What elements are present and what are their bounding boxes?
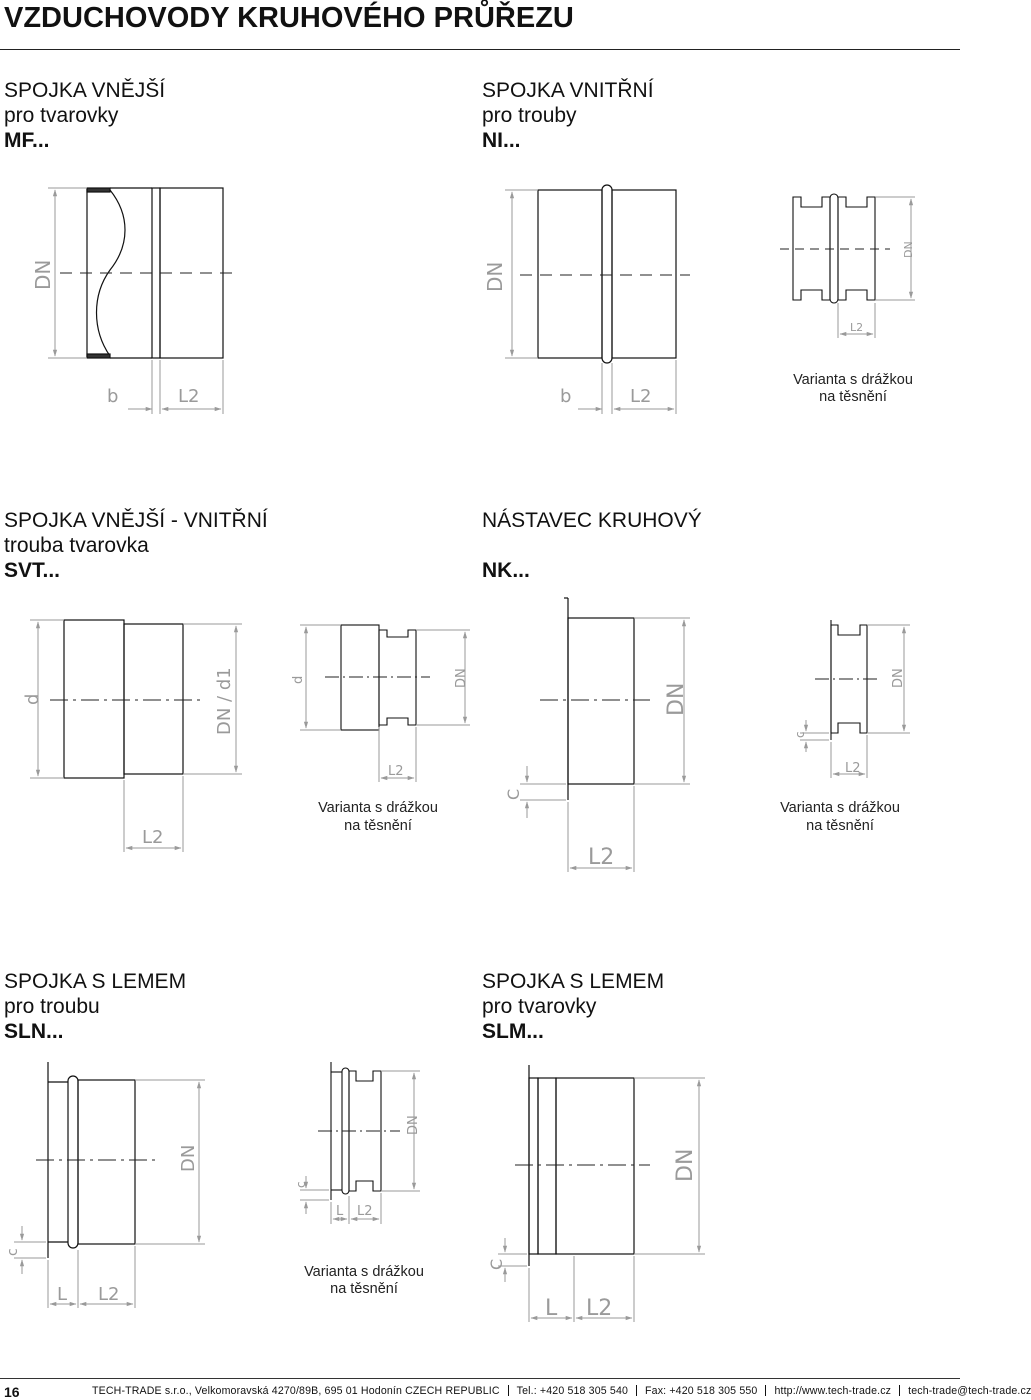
sln-l-label: L bbox=[57, 1284, 68, 1305]
footer-separator bbox=[899, 1385, 900, 1396]
section-nk-name: NÁSTAVEC KRUHOVÝ bbox=[482, 509, 702, 532]
nk-variant-l2-label: L2 bbox=[845, 761, 861, 776]
footer-fax: Fax: +420 518 305 550 bbox=[645, 1385, 758, 1397]
section-slm-name: SPOJKA S LEMEM bbox=[482, 970, 665, 993]
footer-separator bbox=[508, 1385, 509, 1396]
section-mf-sub: pro tvarovky bbox=[4, 104, 119, 127]
sln-variant-dn-label: DN bbox=[406, 1115, 421, 1135]
section-svt-name: SPOJKA VNĚJŠÍ - VNITŘNÍ bbox=[4, 509, 268, 532]
sln-variant-l2-label: L2 bbox=[357, 1204, 373, 1219]
nk-variant-note-2: na těsnění bbox=[806, 818, 874, 834]
footer-web-link[interactable]: http://www.tech-trade.cz bbox=[774, 1385, 892, 1397]
sln-variant-c-label: c bbox=[294, 1181, 308, 1188]
ni-variant-note-1: Varianta s drážkou bbox=[793, 372, 913, 388]
section-nk-code: NK... bbox=[482, 559, 530, 582]
footer-email-link[interactable]: tech-trade@tech-trade.cz bbox=[908, 1385, 1031, 1397]
drawing-sln bbox=[5, 1062, 205, 1308]
section-mf-code: MF... bbox=[4, 129, 50, 152]
svt-variant-note-1: Varianta s drážkou bbox=[318, 800, 438, 816]
slm-dn-label: DN bbox=[673, 1148, 698, 1182]
slm-l-label: L bbox=[545, 1296, 558, 1321]
page-number: 16 bbox=[4, 1384, 20, 1400]
drawing-nk bbox=[504, 598, 690, 872]
svt-variant-l2-label: L2 bbox=[388, 764, 404, 779]
section-slm-sub: pro tvarovky bbox=[482, 995, 597, 1018]
sln-variant-note-2: na těsnění bbox=[330, 1281, 398, 1297]
svt-variant-d-label: d bbox=[291, 675, 306, 684]
ni-variant-l2-label: L2 bbox=[850, 321, 864, 334]
footer-rule bbox=[0, 1378, 960, 1379]
svt-l2-label: L2 bbox=[142, 827, 164, 848]
drawing-svt bbox=[22, 620, 242, 852]
drawing-svt-variant bbox=[291, 625, 470, 834]
section-ni-sub: pro trouby bbox=[482, 104, 577, 127]
footer-company: TECH-TRADE s.r.o., Velkomoravská 4270/89B, 695 01 Hodonín CZECH REPUBLIC bbox=[92, 1385, 500, 1397]
sln-variant-note-1: Varianta s drážkou bbox=[304, 1264, 424, 1280]
drawing-ni-variant bbox=[780, 194, 915, 405]
footer-separator bbox=[765, 1385, 766, 1396]
footer-contacts bbox=[92, 1385, 1031, 1397]
drawing-nk-variant bbox=[780, 620, 910, 834]
footer-tel: Tel.: +420 518 305 540 bbox=[516, 1385, 629, 1397]
ni-variant-note-2: na těsnění bbox=[819, 389, 887, 405]
nk-c-label: C bbox=[504, 788, 523, 800]
drawing-ni bbox=[483, 185, 690, 414]
drawing-sln-variant bbox=[294, 1062, 424, 1297]
nk-l2-label: L2 bbox=[588, 845, 615, 870]
section-sln-name: SPOJKA S LEMEM bbox=[4, 970, 187, 993]
section-ni-name: SPOJKA VNITŘNÍ bbox=[482, 79, 654, 102]
svt-variant-note-2: na těsnění bbox=[344, 818, 412, 834]
mf-l2-label: L2 bbox=[178, 386, 200, 407]
mf-dn-label: DN bbox=[31, 259, 55, 290]
section-mf-name: SPOJKA VNĚJŠÍ bbox=[4, 79, 166, 102]
sln-c-label: c bbox=[5, 1248, 21, 1256]
nk-variant-dn-label: DN bbox=[891, 668, 906, 688]
ni-l2-label: L2 bbox=[630, 386, 652, 407]
drawing-slm bbox=[487, 1065, 705, 1322]
ni-variant-dn-label: DN bbox=[902, 241, 915, 258]
section-slm-code: SLM... bbox=[482, 1020, 544, 1043]
nk-variant-note-1: Varianta s drážkou bbox=[780, 800, 900, 816]
page-title: VZDUCHOVODY KRUHOVÉHO PRŮŘEZU bbox=[4, 2, 574, 34]
svt-variant-dn-label: DN bbox=[454, 668, 469, 688]
section-svt-sub: trouba tvarovka bbox=[4, 534, 149, 557]
svt-dn-d1-label: DN / d1 bbox=[214, 667, 235, 735]
drawing-mf bbox=[31, 188, 240, 414]
section-sln-sub: pro troubu bbox=[4, 995, 100, 1018]
svt-d-label: d bbox=[22, 693, 43, 705]
section-svt-code: SVT... bbox=[4, 559, 61, 582]
slm-c-label: C bbox=[487, 1258, 506, 1270]
sln-dn-label: DN bbox=[178, 1144, 199, 1172]
sln-variant-l-label: L bbox=[336, 1204, 344, 1219]
section-sln-code: SLN... bbox=[4, 1020, 64, 1043]
ni-b-label: b bbox=[560, 386, 572, 407]
nk-dn-label: DN bbox=[664, 682, 689, 716]
ni-dn-label: DN bbox=[483, 261, 507, 292]
slm-l2-label: L2 bbox=[586, 1296, 613, 1321]
sln-l2-label: L2 bbox=[98, 1284, 120, 1305]
section-ni-code: NI... bbox=[482, 129, 521, 152]
nk-variant-c-label: c bbox=[793, 731, 807, 738]
mf-b-label: b bbox=[107, 386, 119, 407]
footer-separator bbox=[636, 1385, 637, 1396]
